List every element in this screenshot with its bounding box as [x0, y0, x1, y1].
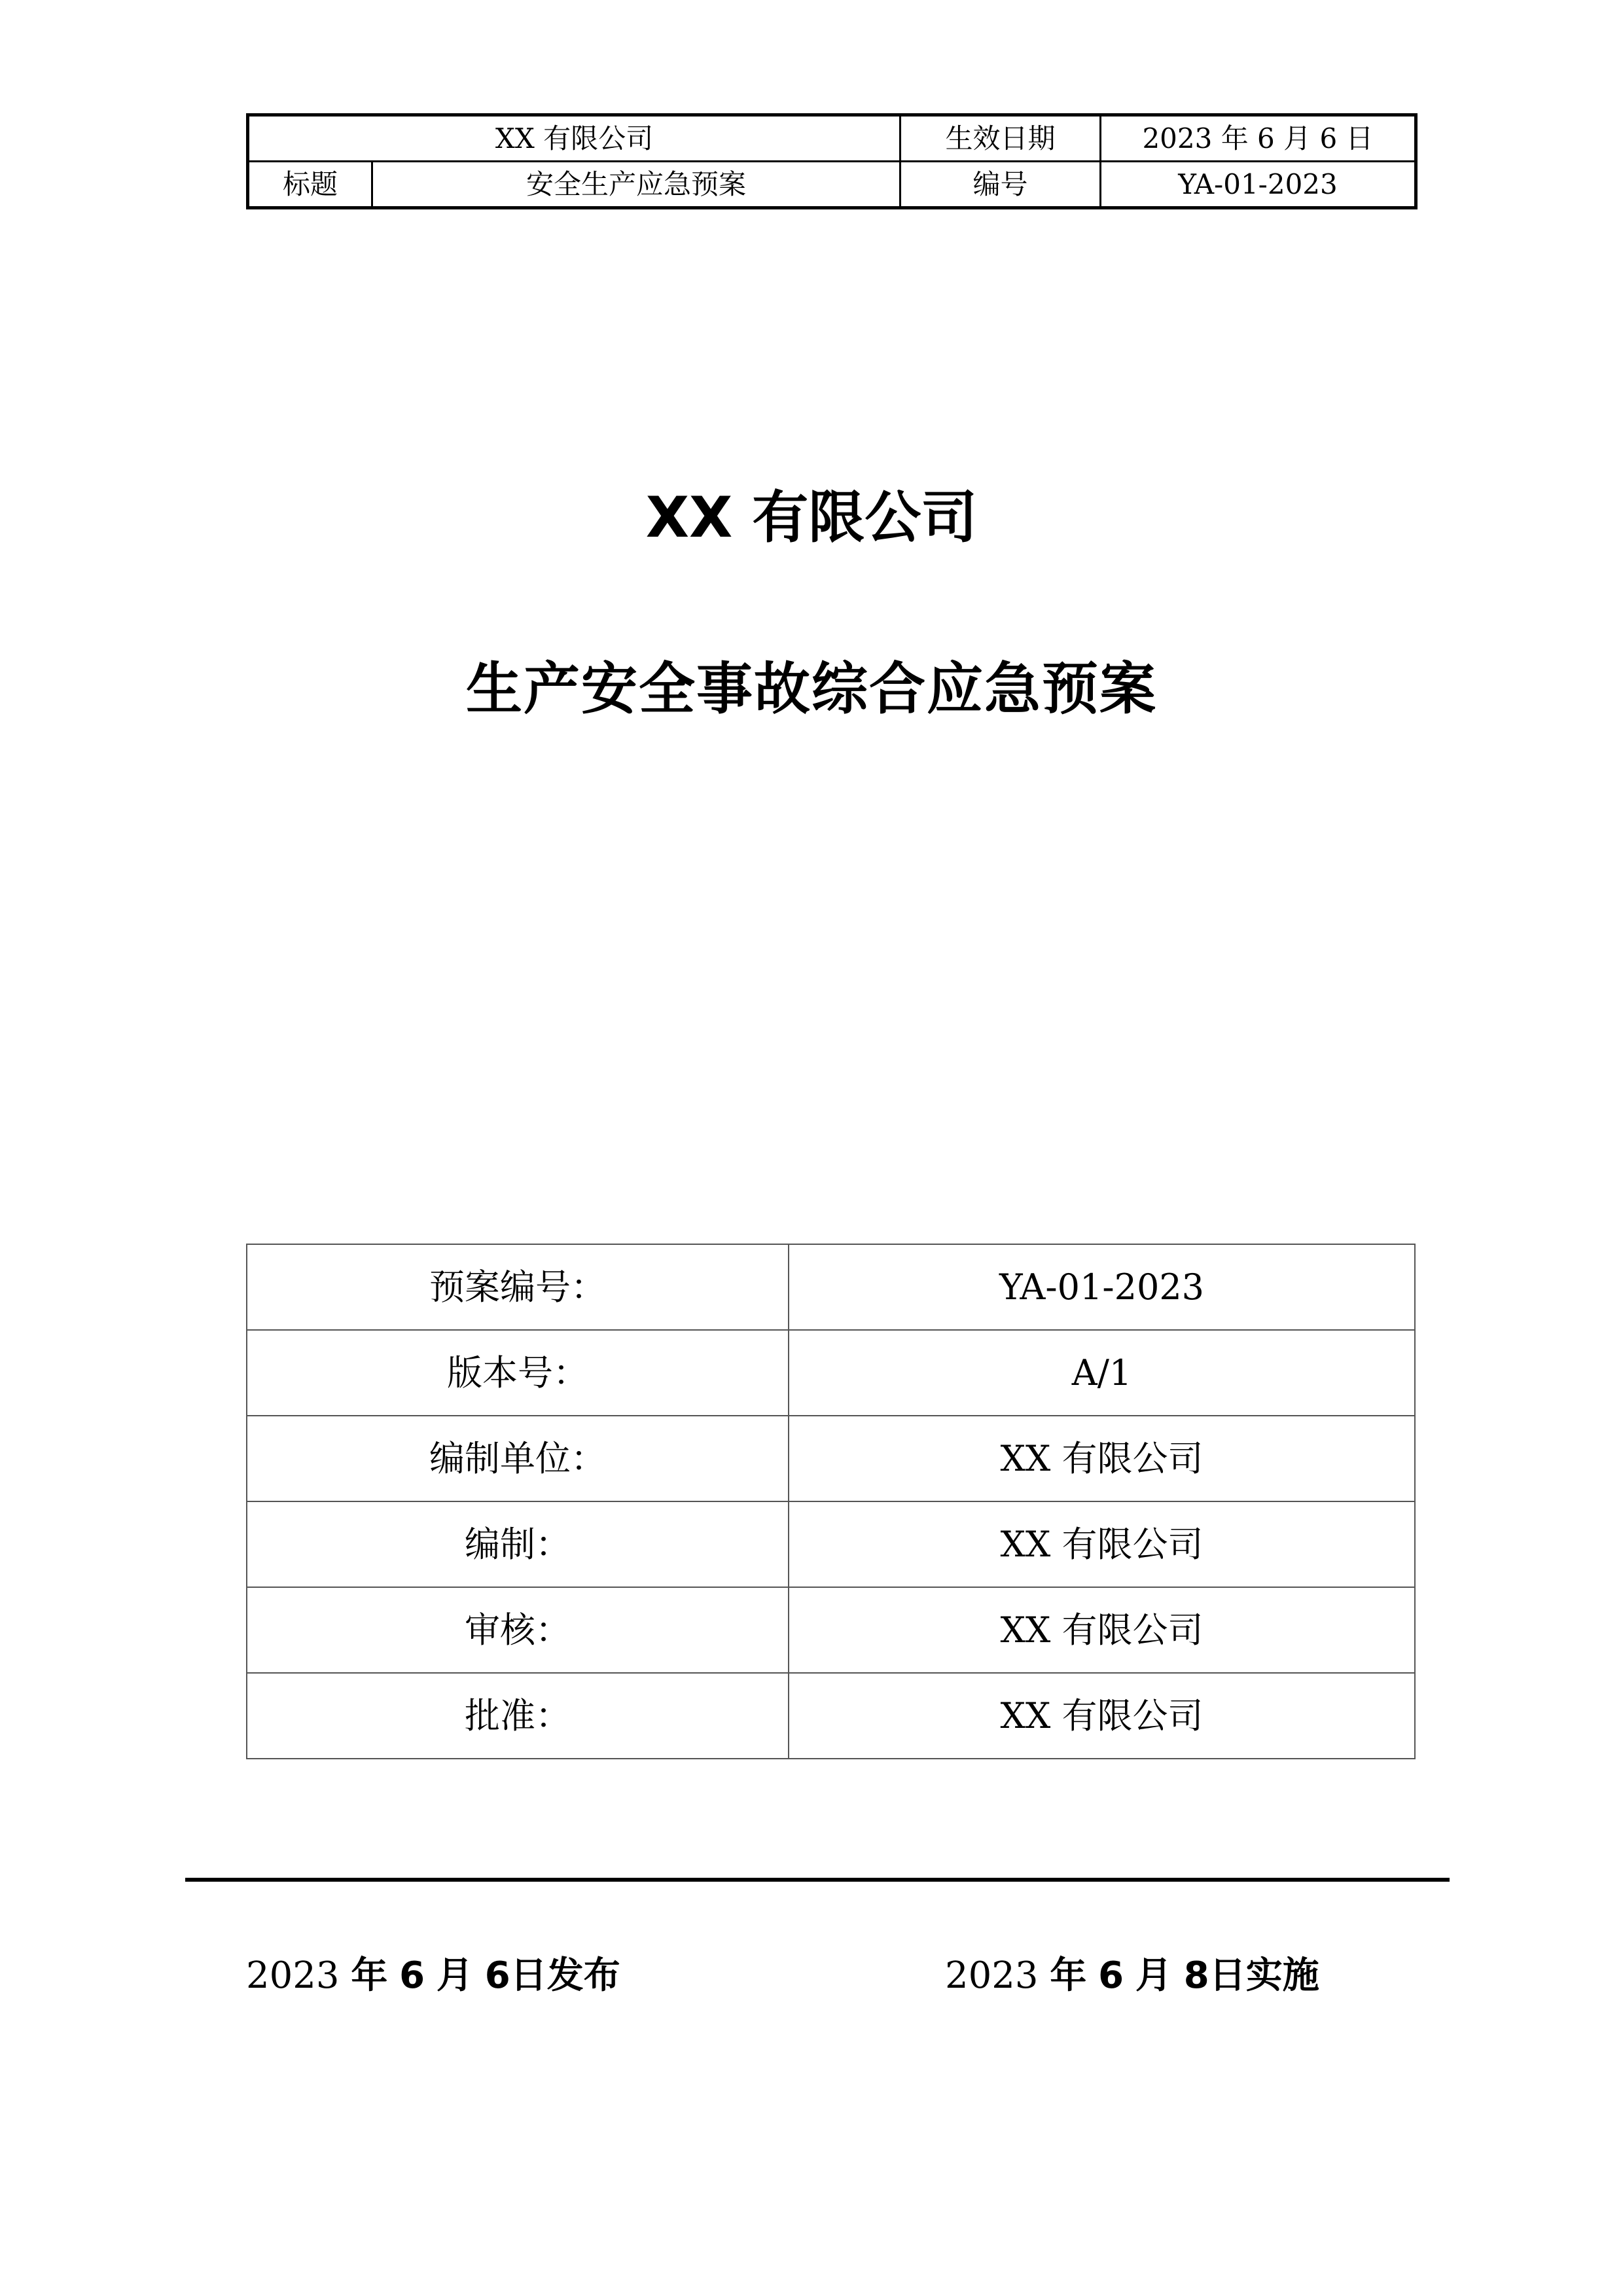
header-title-label: 标题	[248, 162, 372, 208]
info-row-compiling-unit	[247, 1416, 1415, 1501]
header-effective-date-label: 生效日期	[901, 115, 1101, 162]
cover-company-title: XX 有限公司	[645, 485, 978, 550]
effective-day: 8	[1183, 1954, 1209, 1997]
info-value: YA-01-2023	[789, 1244, 1415, 1330]
info-row-plan-number	[247, 1244, 1415, 1330]
info-value: XX 有限公司	[789, 1416, 1415, 1501]
info-label: 版本号：	[247, 1330, 789, 1416]
publish-day: 6	[484, 1954, 510, 1997]
cover-plan-title: 生产安全事故综合应急预案	[466, 656, 1157, 722]
header-title-value: 安全生产应急预案	[372, 162, 901, 208]
effective-year: 2023	[945, 1954, 1039, 1997]
effective-date	[945, 1954, 1319, 1997]
info-row-reviewer	[247, 1587, 1415, 1673]
footer-divider	[185, 1878, 1450, 1882]
info-value: XX 有限公司	[789, 1673, 1415, 1759]
header-row-1	[248, 115, 1416, 162]
publish-date	[246, 1954, 620, 1997]
info-row-compiler	[247, 1501, 1415, 1587]
effective-year-char: 年	[1050, 1954, 1087, 1997]
header-number-value: YA-01-2023	[1101, 162, 1416, 208]
publish-year-char: 年	[351, 1954, 388, 1997]
info-label: 预案编号：	[247, 1244, 789, 1330]
header-company-name: XX 有限公司	[248, 115, 901, 162]
effective-month-char: 月	[1135, 1954, 1172, 1997]
info-value: A/1	[789, 1330, 1415, 1416]
info-row-approver	[247, 1673, 1415, 1759]
info-label: 编制单位：	[247, 1416, 789, 1501]
effective-month: 6	[1098, 1954, 1124, 1997]
publish-suffix: 日发布	[510, 1954, 620, 1997]
info-label: 编制：	[247, 1501, 789, 1587]
info-value: XX 有限公司	[789, 1501, 1415, 1587]
header-effective-date-value: 2023 年 6 月 6 日	[1101, 115, 1416, 162]
info-row-version	[247, 1330, 1415, 1416]
header-row-2	[248, 162, 1416, 208]
effective-suffix: 日实施	[1209, 1954, 1319, 1997]
document-header-table	[246, 113, 1418, 209]
header-number-label: 编号	[901, 162, 1101, 208]
info-label: 审核：	[247, 1587, 789, 1673]
info-value: XX 有限公司	[789, 1587, 1415, 1673]
publish-month-char: 月	[436, 1954, 473, 1997]
publish-month: 6	[399, 1954, 425, 1997]
plan-info-table	[246, 1244, 1416, 1759]
info-label: 批准：	[247, 1673, 789, 1759]
publish-year: 2023	[246, 1954, 340, 1997]
